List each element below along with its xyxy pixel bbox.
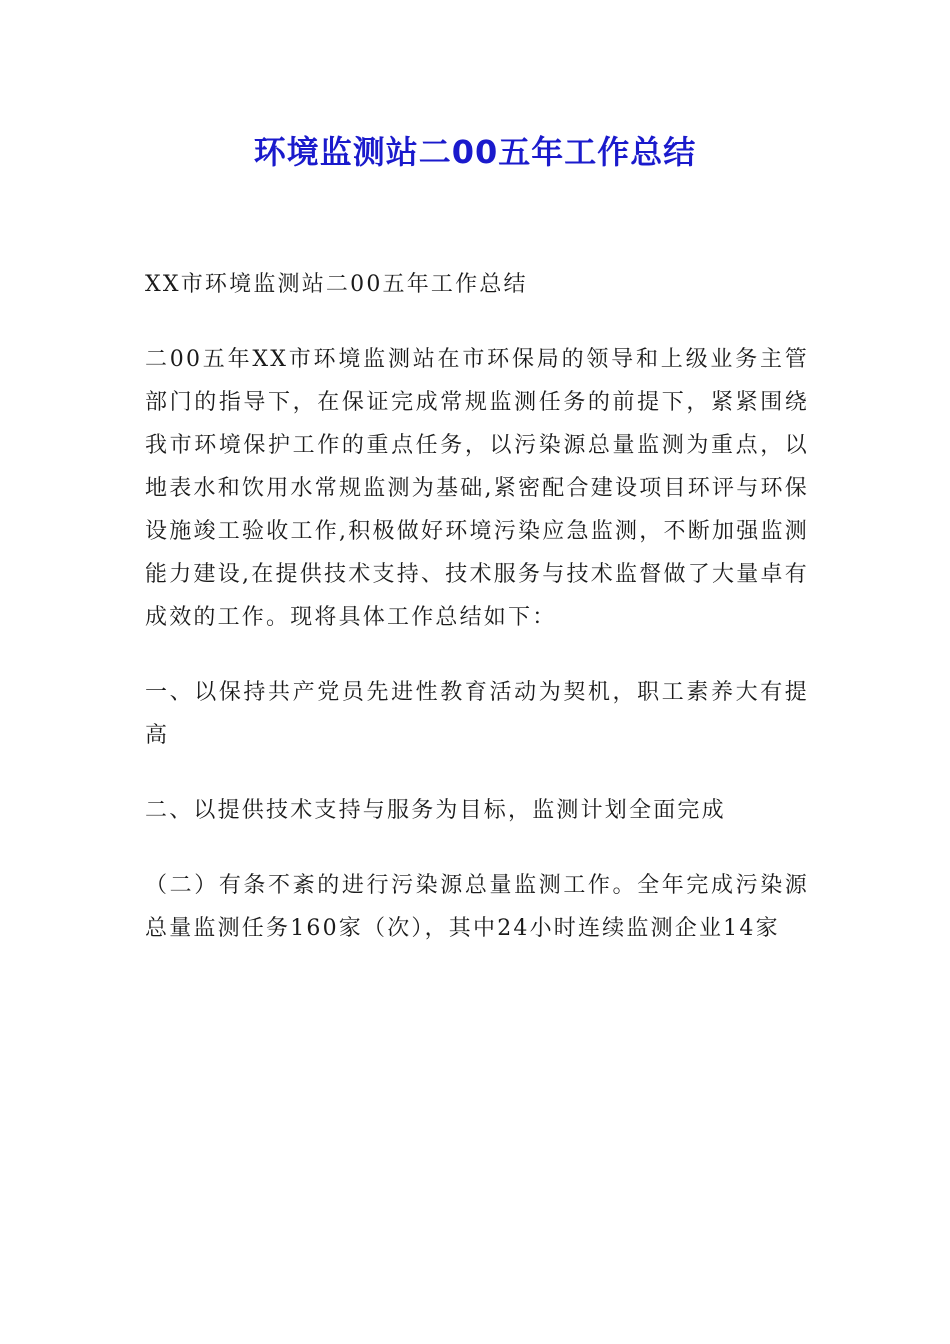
document-body (145, 263, 809, 950)
paragraph-section-one: 一、以保持共产党员先进性教育活动为契机，职工素养大有提高 (145, 680, 809, 748)
paragraph-subtitle: XX市环境监测站二00五年工作总结 (145, 272, 528, 297)
paragraph-subsection-two: （二）有条不紊的进行污染源总量监测工作。全年完成污染源总量监测任务160家（次），其中24小时连续监测企业14家 (145, 873, 809, 941)
document-title: 环境监测站二00五年工作总结 (253, 133, 697, 171)
paragraph-section-two: 二、以提供技术支持与服务为目标，监测计划全面完成 (145, 798, 726, 823)
paragraph-intro: 二00五年XX市环境监测站在市环保局的领导和上级业务主管部门的指导下，在保证完成常规监测任务的前提下，紧紧围绕我市环境保护工作的重点任务，以污染源总量监测为重点，以地表水和饮用水常规监测为基础,紧密配合建设项目环评与环保设施竣工验收工作,积极做好环境污染应急监测，不断加强监测能力建设,在提供技术支持、技术服务与技术监督做了大量卓有成效的工作。现将具体工作总结如下： (145, 347, 809, 630)
